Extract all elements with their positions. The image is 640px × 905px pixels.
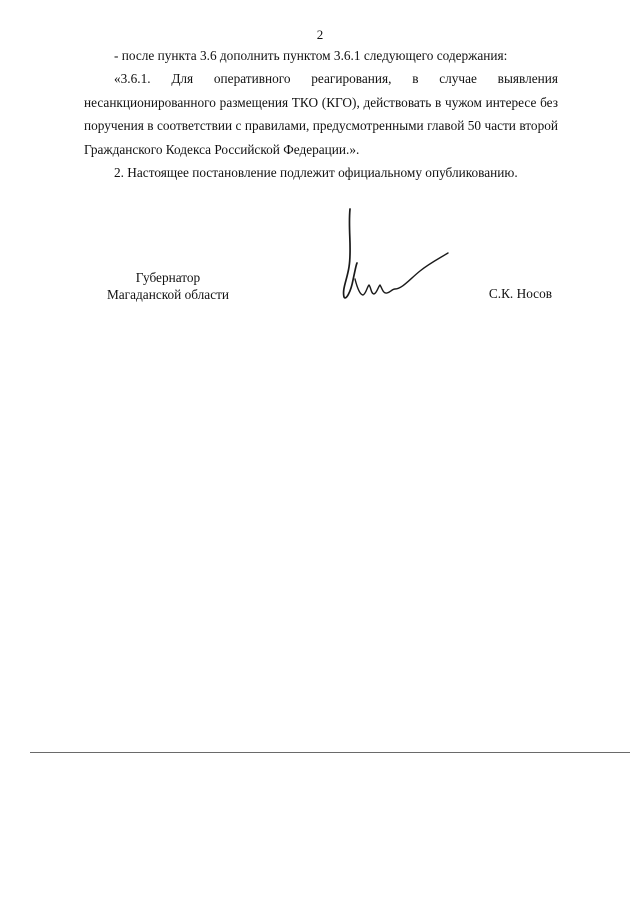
paragraph-publication: 2. Настоящее постановление подлежит официальному опубликованию. [114,165,518,181]
page-number: 2 [316,27,324,42]
paragraph-clause-3-6-1: «3.6.1. Для оперативного реагирования, в случае выявления несанкционированного размещения ТКО (КГО), действовать в чужом интересе без поручения в соответствии с правилами, предусмотренными главой 50 части второй Гражданского Кодекса Российской Федерации.». [84,71,558,157]
bottom-divider [30,752,630,753]
signatory-position-line-1: Губернатор [135,270,201,285]
signature-block [84,270,558,310]
paragraph-amendment-intro: - после пункта 3.6 дополнить пунктом 3.6.1 следующего содержания: [114,48,508,63]
signatory-position [98,270,238,303]
handwritten-signature [336,205,456,305]
document-body [84,44,558,184]
signatory-name: С.К. Носов [488,286,552,301]
signatory-position-line-2: Магаданской области [106,286,230,302]
